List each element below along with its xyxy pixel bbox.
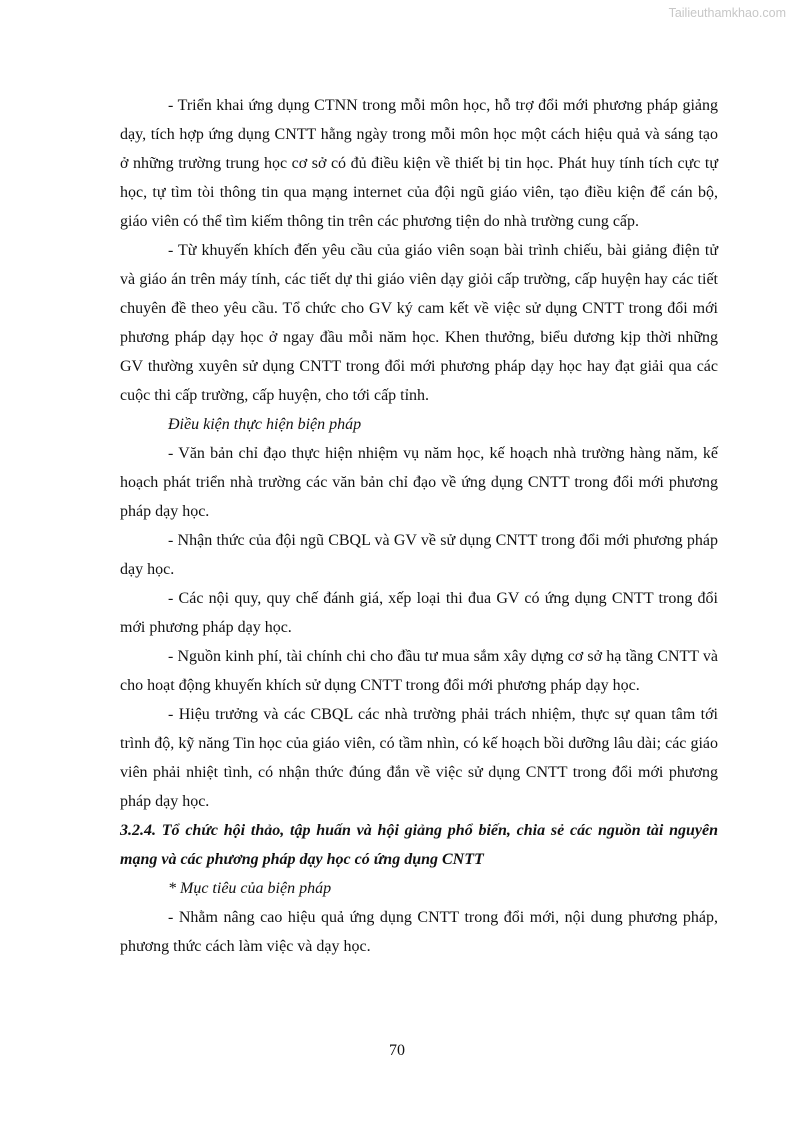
paragraph-awareness: - Nhận thức của đội ngũ CBQL và GV về sử dụng CNTT trong đổi mới phương pháp dạy học.	[120, 532, 718, 578]
subheading-conditions: Điều kiện thực hiện biện pháp	[168, 416, 362, 433]
paragraph-improve-efficiency: - Nhằm nâng cao hiệu quả ứng dụng CNTT trong đổi mới, nội dung phương pháp, phương thức cách làm việc và dạy học.	[120, 909, 718, 955]
section-heading-3-2-4: 3.2.4. Tổ chức hội thảo, tập huấn và hội giảng phổ biến, chia sẻ các nguồn tài nguyên mạng và các phương pháp dạy học có ứng dụng CNTT	[120, 822, 718, 868]
paragraph-deploy-ctnn: - Triển khai ứng dụng CTNN trong mỗi môn học, hỗ trợ đổi mới phương pháp giảng dạy, tích hợp ứng dụng CNTT hằng ngày trong mỗi môn học một cách hiệu quả và sáng tạo ở những trường trung học cơ sở có đủ điều kiện về thiết bị tin học. Phát huy tính tích cực tự học, tự tìm tòi thông tin qua mạng internet của đội ngũ giáo viên, tạo điều kiện để cán bộ, giáo viên có thể tìm kiếm thông tin trên các phương tiện do nhà trường cung cấp.	[120, 97, 718, 230]
paragraph-principal-responsibility: - Hiệu trưởng và các CBQL các nhà trường phải trách nhiệm, thực sự quan tâm tới trình độ, kỹ năng Tin học của giáo viên, có tầm nhìn, có kế hoạch bồi dưỡng lâu dài; các giáo viên phải nhiệt tình, có nhận thức đúng đắn về việc sử dụng CNTT trong đổi mới phương pháp dạy học.	[120, 706, 718, 810]
paragraph-directive-documents: - Văn bản chỉ đạo thực hiện nhiệm vụ năm học, kế hoạch nhà trường hàng năm, kế hoạch phát triển nhà trường các văn bản chỉ đạo về ứng dụng CNTT trong đổi mới phương pháp dạy học.	[120, 445, 718, 520]
subheading-objective: * Mục tiêu của biện pháp	[168, 880, 332, 897]
document-body	[120, 91, 718, 961]
page-number: 70	[389, 1042, 405, 1059]
paragraph-funding: - Nguồn kinh phí, tài chính chi cho đầu tư mua sắm xây dựng cơ sở hạ tầng CNTT và cho hoạt động khuyến khích sử dụng CNTT trong đổi mới phương pháp dạy học.	[120, 648, 718, 694]
watermark-text: Tailieuthamkhao.com	[668, 6, 786, 20]
paragraph-regulations: - Các nội quy, quy chế đánh giá, xếp loại thi đua GV có ứng dụng CNTT trong đổi mới phương pháp dạy học.	[120, 590, 718, 636]
paragraph-encourage-teachers: - Từ khuyến khích đến yêu cầu của giáo viên soạn bài trình chiếu, bài giảng điện tử và giáo án trên máy tính, các tiết dự thi giáo viên dạy giỏi cấp trường, cấp huyện hay các tiết chuyên đề theo yêu cầu. Tổ chức cho GV ký cam kết về việc sử dụng CNTT trong đổi mới phương pháp dạy học ở ngay đầu mỗi năm học. Khen thưởng, biểu dương kịp thời những GV thường xuyên sử dụng CNTT trong đổi mới phương pháp dạy học hay đạt giải qua các cuộc thi cấp trường, cấp huyện, cho tới cấp tỉnh.	[120, 242, 718, 404]
